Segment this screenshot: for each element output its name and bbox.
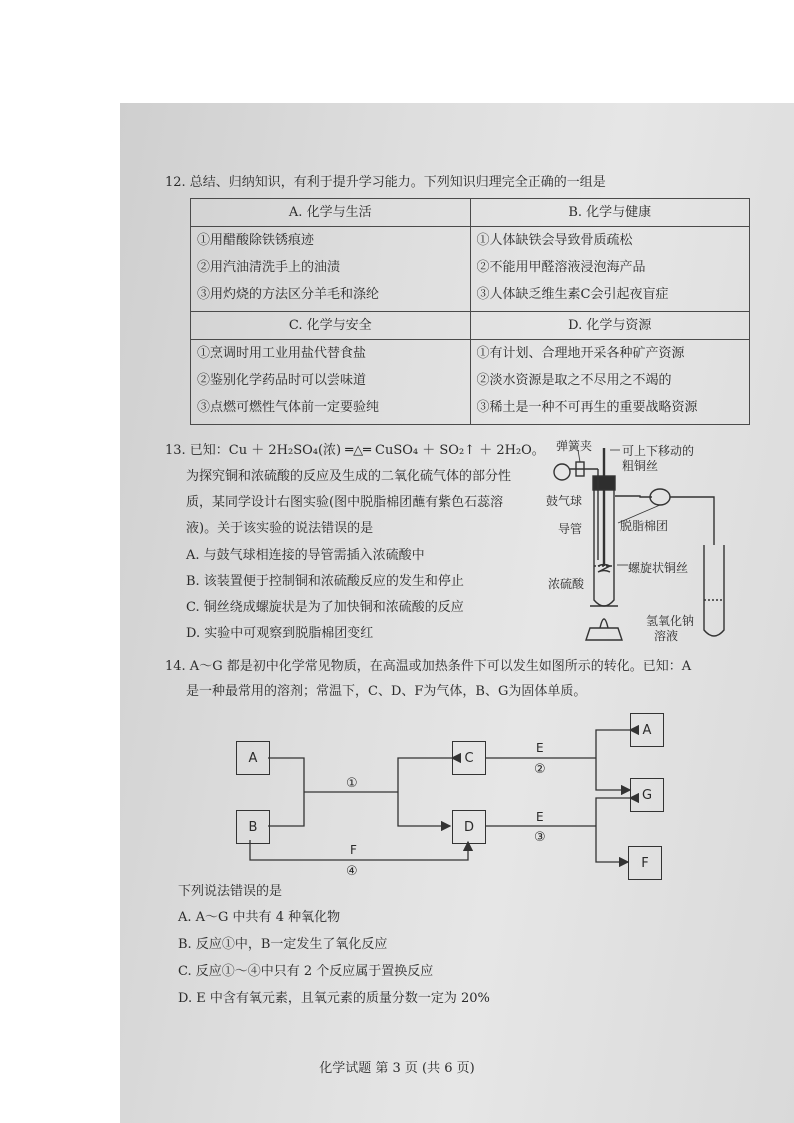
q12-c-item: ③点燃可燃性气体前一定要验纯	[197, 400, 380, 415]
q14-option-c: C. 反应①～④中只有 2 个反应属于置换反应	[178, 964, 434, 979]
q13-line2: 为探究铜和浓硫酸的反应及生成的二氧化硫气体的部分性	[186, 469, 512, 484]
label-spiral: 螺旋状铜丝	[628, 561, 689, 575]
q14-option-a: A. A～G 中共有 4 种氧化物	[178, 910, 341, 925]
label-naoh-1: 氢氧化钠	[646, 614, 695, 628]
reaction-4-line	[250, 840, 468, 860]
edge-label-e2: E	[536, 810, 544, 824]
edge-label-r4: ④	[346, 864, 358, 879]
q14-option-d: D. E 中含有氧元素，且氧元素的质量分数一定为 20%	[178, 991, 490, 1006]
node-a-right: A	[630, 713, 664, 747]
q13-option-d: D. 实验中可观察到脱脂棉团变红	[186, 626, 374, 641]
label-movable-wire-1: 可上下移动的	[622, 444, 695, 458]
node-a-left: A	[236, 741, 270, 775]
q12-d-item: ①有计划、合理地开采各种矿产资源	[476, 346, 685, 361]
q12-a-item: ③用灼烧的方法区分羊毛和涤纶	[197, 287, 380, 302]
edge-label-e1: E	[536, 741, 544, 755]
q12-stem: 12. 总结、归纳知识，有利于提升学习能力。下列知识归理完全正确的一组是	[165, 175, 606, 190]
page-footer: 化学试题 第 3 页 (共 6 页)	[319, 1061, 475, 1076]
connector-ag	[596, 730, 630, 790]
label-naoh-2: 溶液	[654, 629, 679, 643]
q12-c-item: ②鉴别化学药品时可以尝味道	[197, 373, 367, 388]
label-cotton: 脱脂棉团	[620, 519, 669, 533]
q13-option-a: A. 与鼓气球相连接的导管需插入浓硫酸中	[186, 548, 425, 563]
q12-c-title: C. 化学与安全	[191, 312, 471, 340]
label-spring-clip: 弹簧夹	[556, 439, 593, 453]
q13-line4: 液)。关于该实验的说法错误的是	[186, 521, 374, 536]
q12-a-title: A. 化学与生活	[191, 199, 471, 227]
edge-label-r2: ②	[534, 762, 546, 777]
q12-b-item: ③人体缺乏维生素C会引起夜盲症	[476, 287, 669, 302]
q13-option-c: C. 铜丝绕成螺旋状是为了加快铜和浓硫酸的反应	[186, 600, 464, 615]
q12-a-item: ②用汽油清洗手上的油渍	[197, 260, 341, 275]
q12-b-title: B. 化学与健康	[470, 199, 750, 227]
connector-gf	[596, 798, 630, 862]
q13-option-b: B. 该装置便于控制铜和浓硫酸反应的发生和停止	[186, 574, 464, 589]
q12-d-item: ②淡水资源是取之不尽用之不竭的	[476, 373, 672, 388]
q12-c-item: ①烹调时用工业用盐代替食盐	[197, 346, 367, 361]
q12-b-item: ②不能用甲醛溶液浸泡海产品	[476, 260, 646, 275]
label-acid: 浓硫酸	[548, 577, 585, 591]
q12-d-title: D. 化学与资源	[470, 312, 750, 340]
node-d: D	[452, 810, 486, 844]
q12-b-item: ①人体缺铁会导致骨质疏松	[476, 233, 633, 248]
edge-label-r3: ③	[534, 830, 546, 845]
edge-label-r1: ①	[346, 776, 358, 791]
label-bulb: 鼓气球	[546, 494, 583, 508]
edge-label-f: F	[350, 843, 357, 857]
node-c: C	[452, 741, 486, 775]
node-g: G	[630, 778, 664, 812]
q14-line1: 14. A～G 都是初中化学常见物质，在高温或加热条件下可以发生如图所示的转化。已知：A	[165, 659, 692, 674]
q12-d-item: ③稀土是一种不可再生的重要战略资源	[476, 400, 698, 415]
node-f: F	[628, 846, 662, 880]
connector-ab	[268, 758, 304, 826]
q12-a-item: ①用醋酸除铁锈痕迹	[197, 233, 315, 248]
q14-line2: 是一种最常用的溶剂；常温下，C、D、F为气体，B、G为固体单质。	[186, 684, 587, 699]
node-b: B	[236, 810, 270, 844]
q13-line3: 质，某同学设计右图实验(图中脱脂棉团蘸有紫色石蕊溶	[186, 495, 504, 510]
label-tube: 导管	[558, 522, 583, 536]
q13-line1: 13. 已知：Cu ＋ 2H₂SO₄(浓) ═△═ CuSO₄ ＋ SO₂↑ ＋ 2H₂O。	[165, 443, 545, 458]
label-movable-wire-2: 粗铜丝	[622, 459, 659, 473]
q14-option-b: B. 反应①中，B一定发生了氧化反应	[178, 937, 388, 952]
q14-prompt: 下列说法错误的是	[178, 884, 283, 899]
connector-cd	[398, 758, 452, 826]
